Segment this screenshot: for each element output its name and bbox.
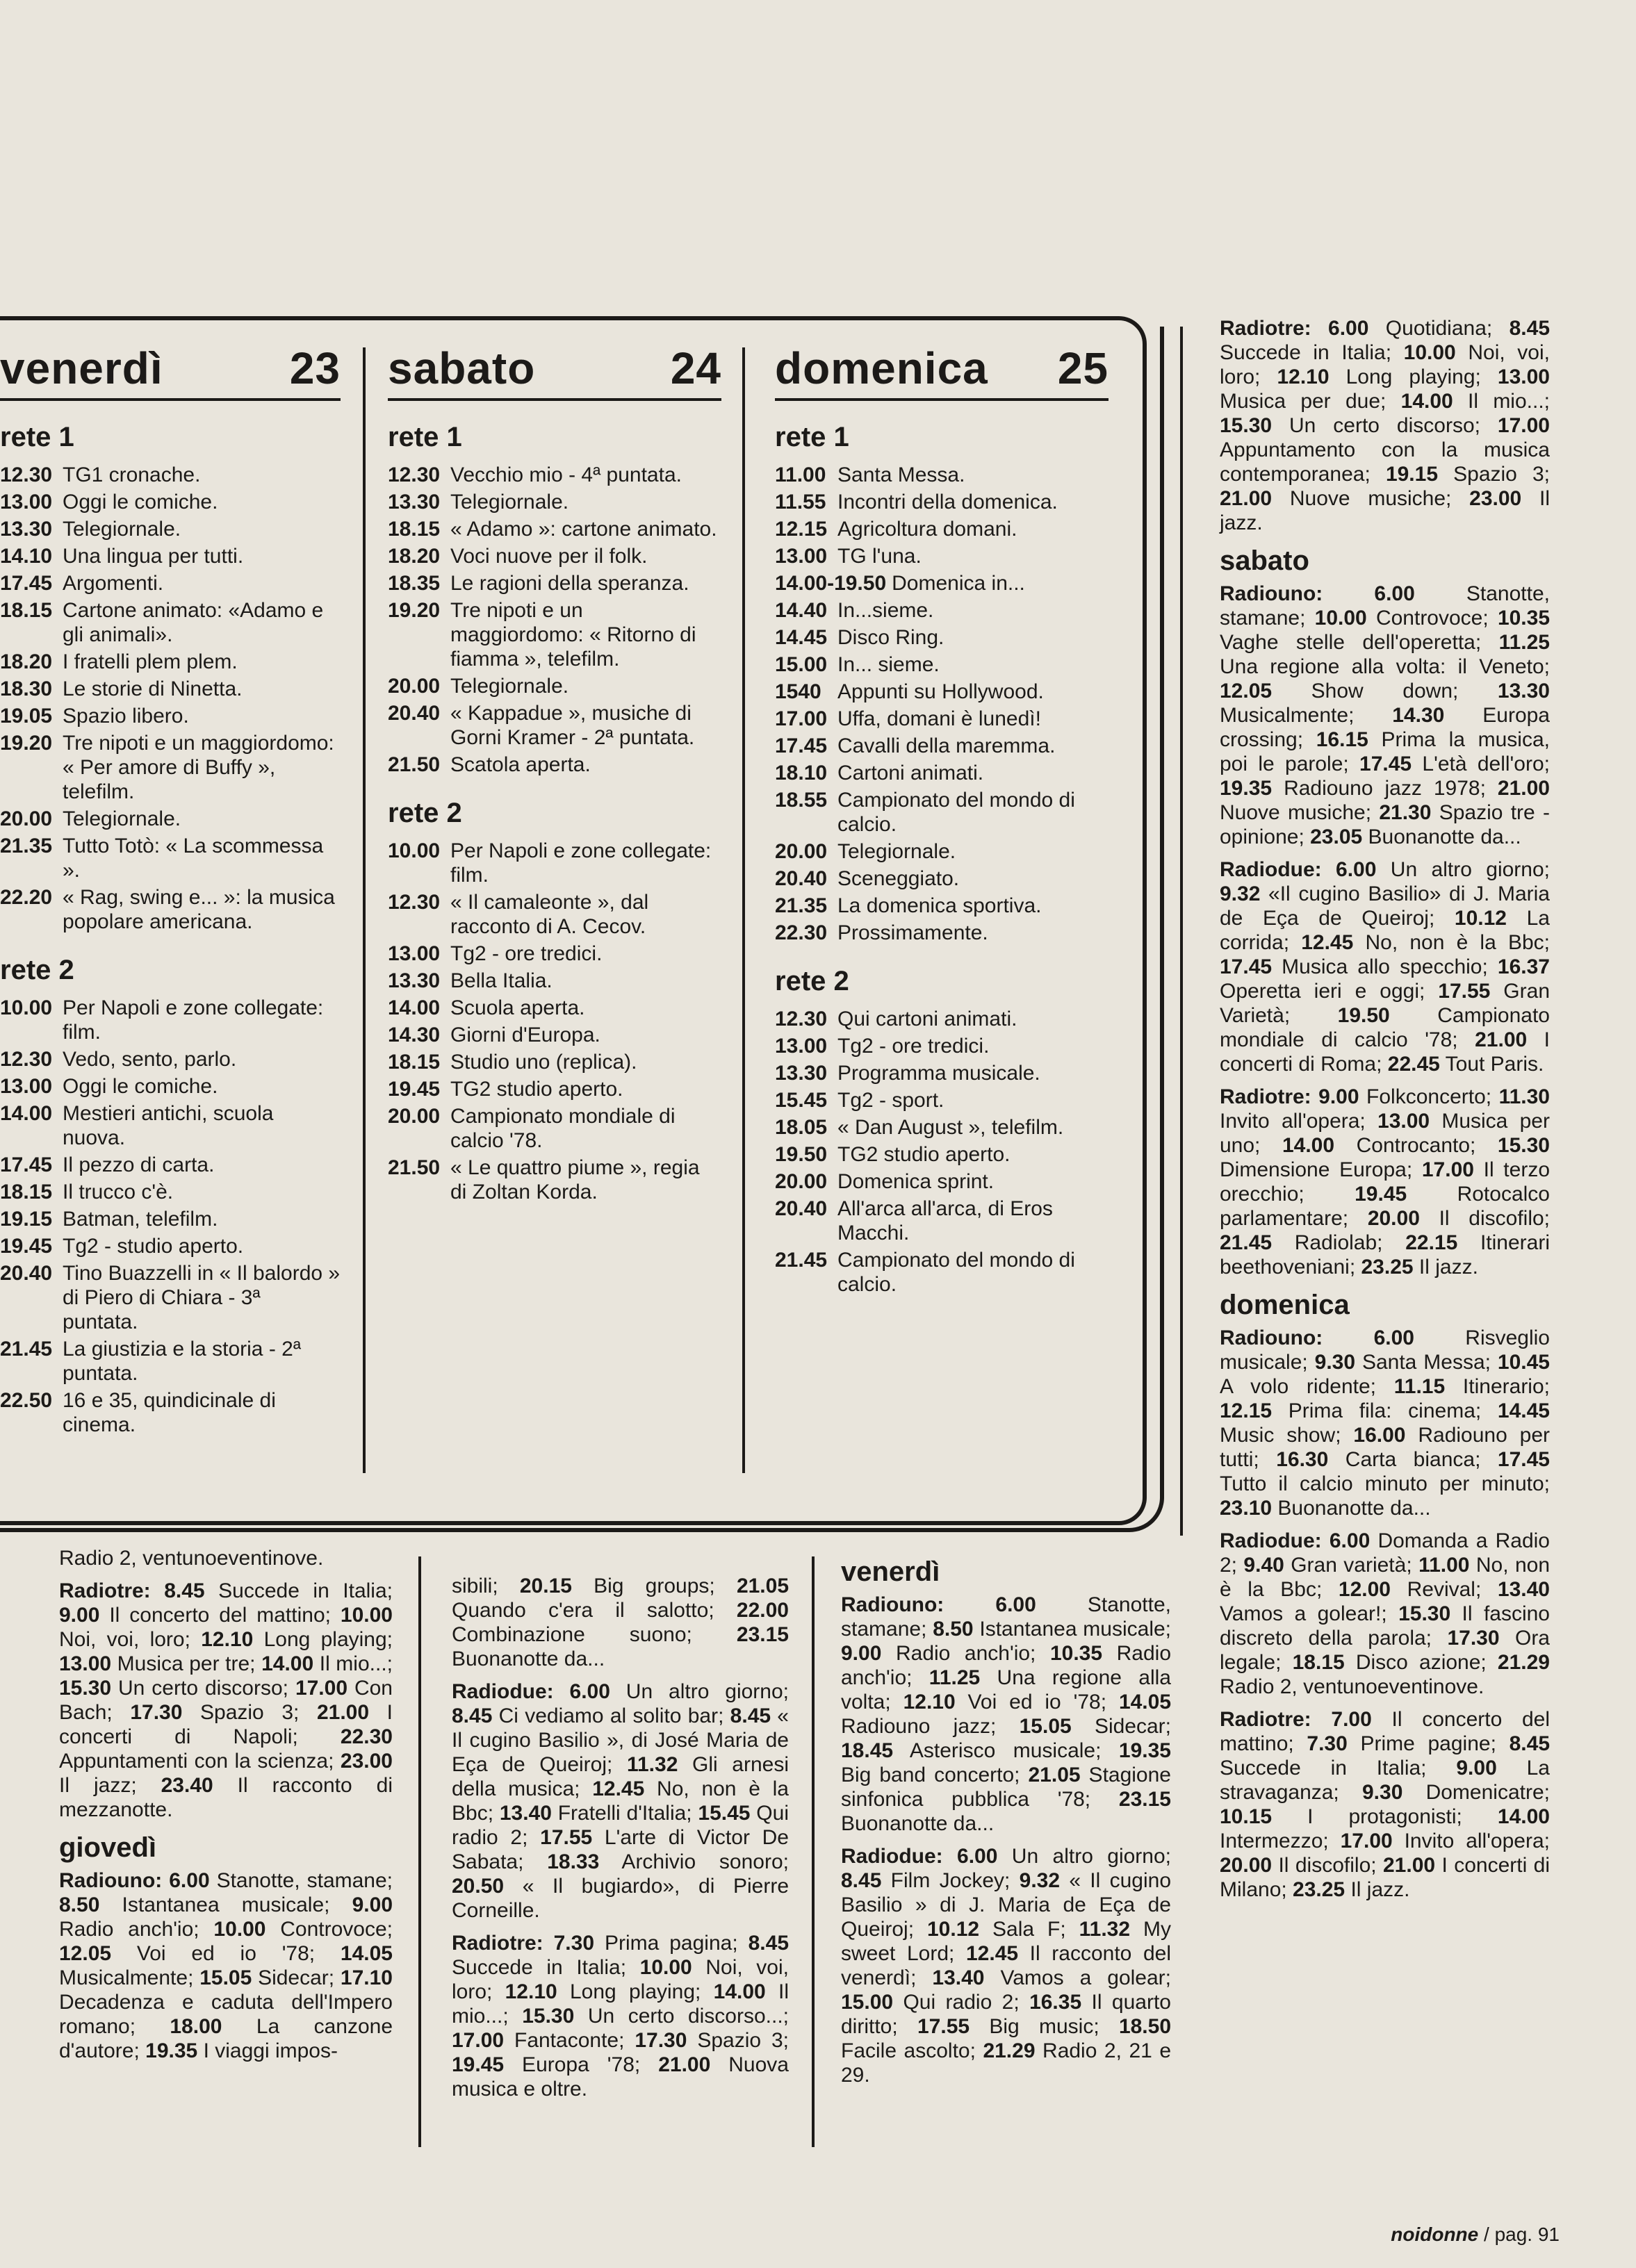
- day-name: domenica: [775, 343, 988, 393]
- program-time: 14.10: [0, 545, 53, 568]
- program-time: 14.45: [775, 626, 828, 649]
- program-row: [0, 834, 341, 882]
- program-time: 18.15: [388, 1051, 441, 1074]
- program-title: Le storie di Ninetta.: [63, 677, 243, 700]
- program-time: 15.00: [775, 653, 828, 676]
- program-title: Prossimamente.: [837, 921, 988, 944]
- program-row: [775, 1115, 1109, 1140]
- program-row: [0, 1207, 341, 1231]
- program-title: « Rag, swing e... »: la musica popolare americana.: [63, 886, 335, 933]
- program-time: 22.50: [0, 1389, 53, 1412]
- tv-column-saturday: [388, 337, 721, 1207]
- program-title: Cartone animato: «Adamo e gli animali».: [63, 599, 324, 646]
- program-time: 17.00: [775, 707, 828, 730]
- program-row: [775, 598, 1109, 623]
- program-title: « Dan August », telefilm.: [837, 1116, 1064, 1139]
- program-title: Tg2 - sport.: [837, 1089, 944, 1112]
- radio-schedule-paragraph: Radiodue: 6.00 Domanda a Radio 2; 9.40 Gran varietà; 11.00 No, non è la Bbc; 12.00 Revival; 13.40 Vamos a golear!; 15.30 Il fascino discreto della parola; 17.30 Ora legale; 18.15 Disco azione; 21.29 Radio 2, ventunoeventinove.: [1220, 1529, 1551, 1698]
- network-heading: rete 1: [0, 422, 74, 452]
- program-time: 17.45: [0, 1153, 53, 1176]
- program-title: Domenica in...: [892, 572, 1025, 595]
- program-row: [0, 517, 341, 541]
- program-title: Telegiornale.: [450, 675, 569, 698]
- program-title: I fratelli plem plem.: [63, 650, 238, 673]
- program-title: Studio uno (replica).: [450, 1051, 637, 1074]
- program-row: [0, 1234, 341, 1258]
- program-row: [0, 490, 341, 514]
- program-time: 13.30: [0, 518, 53, 541]
- radio-column-3: [841, 1546, 1171, 2096]
- program-time: 13.30: [388, 491, 441, 513]
- radio-schedule-paragraph: Radiouno: 6.00 Stanotte, stamane; 10.00 Controvoce; 10.35 Vaghe stelle dell'operetta; 11.25 Una regione alla volta: il Veneto; 12.05 Show down; 13.30 Musicalmente; 14.30 Europa crossing; 16.15 Prima la musica, poi le parole; 17.45 L'età dell'oro; 19.35 Radiouno jazz 1978; 21.00 Nuove musiche; 21.30 Spazio tre - opinione; 23.05 Buonanotte da...: [1220, 582, 1551, 848]
- program-title: In...sieme.: [837, 599, 934, 622]
- radio-column-4: [1220, 316, 1550, 1910]
- radio-schedule-paragraph: Radiouno: 6.00 Risveglio musicale; 9.30 Santa Messa; 10.45 A volo ridente; 11.15 Itinerario; 12.15 Prima fila: cinema; 14.45 Music show; 16.00 Radiouno per tutti; 16.30 Carta bianca; 17.45 Tutto il calcio minuto per minuto; 23.10 Buonanotte da...: [1220, 1326, 1550, 1520]
- program-row: [388, 1023, 721, 1047]
- program-row: [775, 652, 1109, 677]
- program-time: 12.30: [775, 1008, 828, 1030]
- program-row: [0, 1047, 341, 1071]
- program-time: 14.40: [775, 599, 828, 622]
- program-time: 14.00: [0, 1102, 53, 1125]
- program-row: [775, 625, 1109, 650]
- program-time: 19.50: [775, 1143, 828, 1166]
- program-title: Oggi le comiche.: [63, 491, 218, 513]
- program-time: 18.20: [0, 650, 53, 673]
- program-row: [388, 839, 721, 887]
- program-row: [388, 571, 721, 595]
- program-title: Campionato del mondo di calcio.: [837, 789, 1075, 836]
- network-heading: rete 2: [0, 955, 74, 985]
- program-time: 20.40: [775, 867, 828, 890]
- column-divider: [1180, 327, 1183, 1536]
- program-title: Per Napoli e zone collegate: film.: [450, 839, 712, 887]
- program-row: [388, 701, 721, 750]
- program-time: 21.50: [388, 753, 441, 776]
- program-title: Domenica sprint.: [837, 1170, 995, 1193]
- program-row: [775, 490, 1109, 514]
- program-row: [775, 761, 1109, 785]
- network-heading: rete 2: [388, 798, 462, 828]
- program-time: 21.35: [775, 894, 828, 917]
- program-row: [0, 885, 341, 934]
- day-number: 23: [289, 343, 341, 393]
- program-title: Tg2 - ore tredici.: [837, 1035, 990, 1058]
- program-time: 13.00: [0, 491, 53, 513]
- program-title: Sceneggiato.: [837, 867, 960, 890]
- program-row: [775, 571, 1109, 595]
- program-title: Vedo, sento, parlo.: [63, 1048, 237, 1071]
- column-divider: [742, 347, 745, 1473]
- program-title: Telegiornale.: [450, 491, 569, 513]
- program-title: Appunti su Hollywood.: [837, 680, 1044, 703]
- program-time: 1540: [775, 680, 821, 703]
- program-time: 11.55: [775, 491, 826, 513]
- program-title: Programma musicale.: [837, 1062, 1040, 1085]
- program-time: 20.40: [775, 1197, 828, 1220]
- program-time: 21.35: [0, 835, 53, 857]
- program-title: Tre nipoti e un maggiordomo: « Ritorno di fiamma », telefilm.: [450, 599, 696, 671]
- program-row: [388, 1050, 721, 1074]
- day-name: sabato: [388, 343, 536, 393]
- program-title: « Kappadue », musiche di Gorni Kramer - 2ª puntata.: [450, 702, 695, 749]
- radio-day-heading: venerdì: [841, 1556, 940, 1587]
- program-row: [775, 894, 1109, 918]
- program-row: [775, 921, 1109, 945]
- program-time: 20.00: [775, 840, 828, 863]
- program-time: 20.00: [388, 675, 441, 698]
- page-footer: [1391, 2224, 1560, 2246]
- program-row: [775, 866, 1109, 891]
- radio-schedule-paragraph: Radiodue: 6.00 Un altro giorno; 8.45 Ci vediamo al solito bar; 8.45 « Il cugino Basilio », di José Maria de Eça de Queiroj; 11.32 Gli arnesi della musica; 12.45 No, non è la Bbc; 13.40 Fratelli d'Italia; 15.45 Qui radio 2; 17.55 L'arte di Victor De Sabata; 18.33 Archivio sonoro; 20.50 « Il bugiardo», di Pierre Corneille.: [452, 1680, 789, 1922]
- radio-schedule-paragraph: Radiotre: 8.45 Succede in Italia; 9.00 Il concerto del mattino; 10.00 Noi, voi, loro; 12.10 Long playing; 13.00 Musica per tre; 14.00 Il mio...; 15.30 Un certo discorso; 17.00 Con Bach; 17.30 Spazio 3; 21.00 I concerti di Napoli; 22.30 Appuntamenti con la scienza; 23.00 Il jazz; 23.40 Il racconto di mezzanotte.: [59, 1579, 393, 1821]
- program-row: [775, 1007, 1109, 1031]
- program-time: 20.40: [0, 1262, 53, 1285]
- program-row: [388, 544, 721, 568]
- program-row: [775, 1169, 1109, 1194]
- program-title: Il pezzo di carta.: [63, 1153, 215, 1176]
- program-time: 17.45: [775, 734, 828, 757]
- program-row: [388, 1077, 721, 1101]
- radio-column-2: [452, 1574, 789, 2110]
- program-time: 20.00: [388, 1105, 441, 1128]
- program-time: 22.20: [0, 886, 53, 909]
- program-time: 10.00: [388, 839, 441, 862]
- program-time: 18.20: [388, 545, 441, 568]
- program-title: La domenica sportiva.: [837, 894, 1042, 917]
- program-time: 13.00: [0, 1075, 53, 1098]
- program-title: Bella Italia.: [450, 969, 553, 992]
- program-row: [0, 677, 341, 701]
- program-row: [0, 1074, 341, 1099]
- program-time: 22.30: [775, 921, 828, 944]
- program-title: Campionato del mondo di calcio.: [837, 1249, 1075, 1296]
- program-time: 13.30: [388, 969, 441, 992]
- program-row: [388, 890, 721, 939]
- program-row: [0, 1261, 341, 1334]
- network-heading: rete 1: [775, 422, 849, 452]
- program-title: Mestieri antichi, scuola nuova.: [63, 1102, 274, 1149]
- program-title: Cartoni animati.: [837, 762, 984, 784]
- program-time: 18.15: [0, 599, 53, 622]
- program-time: 12.30: [388, 463, 441, 486]
- program-row: [388, 753, 721, 777]
- program-row: [0, 731, 341, 804]
- program-title: TG2 studio aperto.: [450, 1078, 623, 1101]
- column-divider: [812, 1556, 815, 2147]
- day-title: [388, 337, 721, 401]
- program-row: [775, 680, 1109, 704]
- program-title: Per Napoli e zone collegate: film.: [63, 996, 324, 1044]
- program-time: 18.15: [388, 518, 441, 541]
- program-row: [775, 734, 1109, 758]
- program-row: [0, 571, 341, 595]
- program-row: [775, 1061, 1109, 1085]
- program-row: [388, 598, 721, 671]
- radio-day-heading: giovedì: [59, 1832, 157, 1863]
- program-time: 17.45: [0, 572, 53, 595]
- program-time: 19.45: [388, 1078, 441, 1101]
- program-row: [775, 544, 1109, 568]
- program-time: 21.45: [775, 1249, 828, 1272]
- program-time: 18.10: [775, 762, 828, 784]
- program-time: 18.05: [775, 1116, 828, 1139]
- program-title: Scatola aperta.: [450, 753, 591, 776]
- program-row: [0, 704, 341, 728]
- program-time: 13.30: [775, 1062, 828, 1085]
- radio-schedule-paragraph: Radiotre: 6.00 Quotidiana; 8.45 Succede in Italia; 10.00 Noi, voi, loro; 12.10 Long playing; 13.00 Musica per due; 14.00 Il mio...; 15.30 Un certo discorso; 17.00 Appuntamento con la musica contemporanea; 19.15 Spazio 3; 21.00 Nuove musiche; 23.00 Il jazz.: [1220, 317, 1550, 534]
- program-row: [775, 1197, 1109, 1245]
- tv-column-sunday: [775, 337, 1109, 1299]
- program-title: Telegiornale.: [63, 807, 181, 830]
- network-heading: rete 1: [388, 422, 462, 452]
- program-row: [388, 942, 721, 966]
- program-row: [0, 1153, 341, 1177]
- program-time: 13.00: [775, 1035, 828, 1058]
- program-title: « Le quattro piume », regia di Zoltan Korda.: [450, 1156, 700, 1203]
- program-title: Tutto Totò: « La scommessa ».: [63, 835, 324, 882]
- program-row: [0, 1180, 341, 1204]
- program-time: 12.30: [0, 1048, 53, 1071]
- program-time: 20.00: [0, 807, 53, 830]
- program-title: All'arca all'arca, di Eros Macchi.: [837, 1197, 1053, 1244]
- program-title: Disco Ring.: [837, 626, 944, 649]
- program-title: Vecchio mio - 4ª puntata.: [450, 463, 682, 486]
- program-time: 10.00: [0, 996, 53, 1019]
- program-title: Santa Messa.: [837, 463, 965, 486]
- program-row: [0, 996, 341, 1044]
- radio-schedule-paragraph: Radiotre: 7.30 Prima pagina; 8.45 Succede in Italia; 10.00 Noi, voi, loro; 12.10 Long playing; 14.00 Il mio...; 15.30 Un certo discorso...; 17.00 Fantaconte; 17.30 Spazio 3; 19.45 Europa '78; 21.00 Nuova musica e oltre.: [452, 1932, 789, 2101]
- program-title: Voci nuove per il folk.: [450, 545, 648, 568]
- program-time: 19.15: [0, 1208, 53, 1231]
- program-row: [0, 598, 341, 647]
- program-row: [388, 517, 721, 541]
- program-row: [0, 544, 341, 568]
- program-time: 18.15: [0, 1181, 53, 1203]
- program-time: 14.00: [388, 996, 441, 1019]
- program-time: 12.15: [775, 518, 828, 541]
- radio-schedule-paragraph: Radiotre: 7.00 Il concerto del mattino; 7.30 Prime pagine; 8.45 Succede in Italia; 9.00 La stravaganza; 9.30 Domenicatre; 10.15 I protagonisti; 14.00 Intermezzo; 17.00 Invito all'opera; 20.00 Il discofilo; 21.00 I concerti di Milano; 23.25 Il jazz.: [1220, 1708, 1550, 1901]
- program-title: Scuola aperta.: [450, 996, 585, 1019]
- program-row: [0, 1101, 341, 1150]
- program-row: [388, 1104, 721, 1153]
- program-time: 18.30: [0, 677, 53, 700]
- program-title: Una lingua per tutti.: [63, 545, 244, 568]
- program-time: 19.20: [388, 599, 441, 622]
- radio-schedule-paragraph: Radiouno: 6.00 Stanotte, stamane; 8.50 Istantanea musicale; 9.00 Radio anch'io; 10.00 Controvoce; 12.05 Voi ed io '78; 14.05 Musicalmente; 15.05 Sidecar; 17.10 Decadenza e caduta dell'Impero romano; 18.00 La canzone d'autore; 19.35 I viaggi impos-: [59, 1869, 393, 2062]
- radio-schedule-paragraph: Radiodue: 6.00 Un altro giorno; 9.32 «Il cugino Basilio» di J. Maria de Eça de Queiroj; 10.12 La corrida; 12.45 No, non è la Bbc; 17.45 Musica allo specchio; 16.37 Operetta ieri e oggi; 17.55 Gran Varietà; 19.50 Campionato mondiale di calcio '78; 21.00 I concerti di Roma; 22.45 Tout Paris.: [1220, 858, 1551, 1076]
- program-title: Tino Buazzelli in « Il balordo » di Piero di Chiara - 3ª puntata.: [63, 1262, 341, 1333]
- tv-column-friday: [0, 337, 341, 1440]
- program-row: [388, 996, 721, 1020]
- program-time: 18.35: [388, 572, 441, 595]
- program-row: [0, 807, 341, 831]
- program-time: 12.30: [388, 891, 441, 914]
- program-title: TG l'una.: [837, 545, 922, 568]
- program-row: [775, 1034, 1109, 1058]
- radio-schedule-paragraph: Radiotre: 9.00 Folkconcerto; 11.30 Invito all'opera; 13.00 Musica per uno; 14.00 Controcanto; 15.30 Dimensione Europa; 17.00 Il terzo orecchio; 19.45 Rotocalco parlamentare; 20.00 Il discofilo; 21.45 Radiolab; 22.15 Itinerari beethoveniani; 23.25 Il jazz.: [1220, 1085, 1551, 1279]
- program-row: [0, 463, 341, 487]
- program-title: « Adamo »: cartone animato.: [450, 518, 717, 541]
- program-title: Il trucco c'è.: [63, 1181, 174, 1203]
- program-row: [775, 463, 1109, 487]
- program-title: Batman, telefilm.: [63, 1208, 218, 1231]
- program-title: Telegiornale.: [63, 518, 181, 541]
- program-title: TG2 studio aperto.: [837, 1143, 1011, 1166]
- program-title: Tg2 - ore tredici.: [450, 942, 603, 965]
- program-time: 11.00: [775, 463, 826, 486]
- program-title: Giorni d'Europa.: [450, 1024, 600, 1046]
- program-row: [775, 517, 1109, 541]
- day-title: [775, 337, 1109, 401]
- program-title: Le ragioni della speranza.: [450, 572, 689, 595]
- program-title: 16 e 35, quindicinale di cinema.: [63, 1389, 276, 1436]
- radio-schedule-paragraph: Radio 2, ventunoeventinove.: [59, 1547, 324, 1570]
- program-title: Cavalli della maremma.: [837, 734, 1056, 757]
- program-time: 19.05: [0, 705, 53, 728]
- program-time: 13.00: [388, 942, 441, 965]
- column-divider: [363, 347, 366, 1473]
- magazine-brand: noidonne: [1391, 2224, 1479, 2245]
- program-row: [0, 1337, 341, 1386]
- program-title: Agricoltura domani.: [837, 518, 1017, 541]
- program-row: [388, 490, 721, 514]
- program-time: 15.45: [775, 1089, 828, 1112]
- program-row: [775, 1142, 1109, 1167]
- radio-day-heading: sabato: [1220, 545, 1309, 576]
- program-title: Tre nipoti e un maggiordomo: « Per amore di Buffy », telefilm.: [63, 732, 334, 803]
- program-title: La giustizia e la storia - 2ª puntata.: [63, 1338, 301, 1385]
- program-title: Argomenti.: [63, 572, 164, 595]
- page-number: / pag. 91: [1484, 2224, 1560, 2245]
- program-title: « Il camaleonte », dal racconto di A. Cecov.: [450, 891, 649, 938]
- column-divider: [418, 1556, 421, 2147]
- program-row: [775, 707, 1109, 731]
- program-row: [388, 463, 721, 487]
- program-time: 12.30: [0, 463, 53, 486]
- radio-schedule-paragraph: sibili; 20.15 Big groups; 21.05 Quando c'era il salotto; 22.00 Combinazione suono; 23.15 Buonanotte da...: [452, 1575, 790, 1670]
- program-title: In... sieme.: [837, 653, 940, 676]
- program-row: [775, 839, 1109, 864]
- program-time: 13.00: [775, 545, 828, 568]
- radio-day-heading: domenica: [1220, 1290, 1350, 1320]
- program-time: 14.30: [388, 1024, 441, 1046]
- program-time: 14.00-19.50: [775, 572, 887, 595]
- program-title: Qui cartoni animati.: [837, 1008, 1017, 1030]
- program-time: 19.45: [0, 1235, 53, 1258]
- program-title: Campionato mondiale di calcio '78.: [450, 1105, 676, 1152]
- radio-schedule-paragraph: Radiodue: 6.00 Un altro giorno; 8.45 Film Jockey; 9.32 « Il cugino Basilio » di J. Maria de Eça de Queiroj; 10.12 Sala F; 11.32 My sweet Lord; 12.45 Il racconto del venerdì; 13.40 Vamos a golear; 15.00 Qui radio 2; 16.35 Il quarto diritto; 17.55 Big music; 18.50 Facile ascolto; 21.29 Radio 2, 21 e 29.: [841, 1845, 1172, 2087]
- program-title: Telegiornale.: [837, 840, 956, 863]
- network-heading: rete 2: [775, 966, 849, 996]
- program-row: [388, 969, 721, 993]
- program-row: [775, 1088, 1109, 1112]
- program-row: [388, 674, 721, 698]
- program-row: [388, 1156, 721, 1204]
- day-name: venerdì: [0, 343, 163, 393]
- program-time: 21.50: [388, 1156, 441, 1179]
- program-time: 21.45: [0, 1338, 53, 1361]
- day-number: 25: [1057, 343, 1109, 393]
- radio-column-1: [59, 1546, 393, 2071]
- radio-schedule-paragraph: Radiouno: 6.00 Stanotte, stamane; 8.50 Istantanea musicale; 9.00 Radio anch'io; 10.35 Radio anch'io; 11.25 Una regione alla volta; 12.10 Voi ed io '78; 14.05 Radiouno jazz; 15.05 Sidecar; 18.45 Asterisco musicale; 19.35 Big band concerto; 21.05 Stagione sinfonica pubblica '78; 23.15 Buonanotte da...: [841, 1593, 1172, 1835]
- program-time: 20.00: [775, 1170, 828, 1193]
- program-row: [775, 1248, 1109, 1297]
- program-time: 20.40: [388, 702, 441, 725]
- program-row: [0, 650, 341, 674]
- day-title: [0, 337, 341, 401]
- program-title: Tg2 - studio aperto.: [63, 1235, 244, 1258]
- program-title: Uffa, domani è lunedì!: [837, 707, 1041, 730]
- program-title: Oggi le comiche.: [63, 1075, 218, 1098]
- program-time: 19.20: [0, 732, 53, 755]
- program-row: [775, 788, 1109, 837]
- program-title: TG1 cronache.: [63, 463, 201, 486]
- program-time: 18.55: [775, 789, 828, 812]
- program-title: Spazio libero.: [63, 705, 189, 728]
- program-row: [0, 1388, 341, 1437]
- program-title: Incontri della domenica.: [837, 491, 1058, 513]
- day-number: 24: [670, 343, 721, 393]
